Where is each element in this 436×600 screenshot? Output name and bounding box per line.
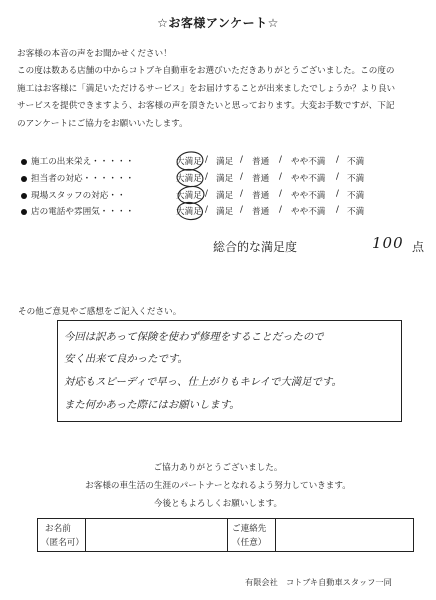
intro-line: この度は数ある店舗の中からコトブキ自動車をお選びいただきありがとうございました。この度の bbox=[17, 66, 395, 77]
intro-line: サービスを提供できますよう、お客様の声を頂きたいと思っております。大変お手数ですが、下記 bbox=[17, 101, 395, 112]
rating-row-label: 現場スタッフの対応・・ bbox=[31, 191, 126, 201]
bullet-icon bbox=[21, 209, 27, 215]
closing-message bbox=[0, 459, 436, 513]
option-very-satisfied[interactable]: 大満足 bbox=[176, 207, 202, 217]
option-normal[interactable]: 普通 bbox=[252, 174, 270, 184]
option-normal[interactable]: 普通 bbox=[252, 157, 270, 167]
option-normal[interactable]: 普通 bbox=[252, 207, 270, 217]
comment-line: 今回は訳あって保険を使わず修理をすることだったので bbox=[64, 331, 324, 343]
option-very-satisfied[interactable]: 大満足 bbox=[176, 157, 202, 167]
closing-line: ご協力ありがとうございました。 bbox=[153, 463, 283, 473]
option-dissatisfied[interactable]: 不満 bbox=[347, 207, 365, 217]
comment-prompt: その他ご意見やご感想をご記入ください。 bbox=[18, 307, 182, 317]
overall-satisfaction-unit: 点 bbox=[412, 240, 425, 254]
option-dissatisfied[interactable]: 不満 bbox=[347, 174, 365, 184]
option-satisfied[interactable]: 満足 bbox=[216, 157, 234, 167]
bullet-icon bbox=[21, 159, 27, 165]
rating-row-workmanship: 施工の出来栄え・・・・・ 大満足 / 満足 / 普通 / やや不満 / 不満 bbox=[0, 155, 436, 169]
contact-field[interactable] bbox=[276, 519, 412, 551]
intro-line: お客様の本音の声をお聞かせください！ bbox=[17, 49, 172, 59]
rating-row-staff-in-charge: 担当者の対応・・・・・・ 大満足 / 満足 / 普通 / やや不満 / 不満 bbox=[0, 172, 436, 186]
rating-row-label: 担当者の対応・・・・・・ bbox=[31, 174, 135, 184]
option-somewhat-dissatisfied[interactable]: やや不満 bbox=[291, 174, 326, 184]
option-dissatisfied[interactable]: 不満 bbox=[347, 191, 365, 201]
option-normal[interactable]: 普通 bbox=[252, 191, 270, 201]
option-satisfied[interactable]: 満足 bbox=[216, 191, 234, 201]
option-somewhat-dissatisfied[interactable]: やや不満 bbox=[291, 157, 326, 167]
company-signature: 有限会社 コトブキ自動車スタッフ一同 bbox=[245, 577, 392, 587]
bullet-icon bbox=[21, 193, 27, 199]
contact-info-table bbox=[37, 518, 414, 552]
rating-row-label: 施工の出来栄え・・・・・ bbox=[31, 157, 135, 167]
contact-label-cell bbox=[228, 519, 276, 551]
rating-row-site-staff: 現場スタッフの対応・・ 大満足 / 満足 / 普通 / やや不満 / 不満 bbox=[0, 189, 436, 203]
name-label-cell bbox=[38, 519, 86, 551]
contact-label: ご連絡先 bbox=[232, 524, 267, 534]
option-satisfied[interactable]: 満足 bbox=[216, 174, 234, 184]
option-satisfied[interactable]: 満足 bbox=[216, 207, 234, 217]
contact-sub-label: （任意） bbox=[232, 538, 267, 548]
option-very-satisfied[interactable]: 大満足 bbox=[176, 191, 202, 201]
name-field[interactable] bbox=[86, 519, 228, 551]
comment-line: 対応もスピーディで早っ、仕上がりもキレイで大満足です。 bbox=[64, 376, 342, 388]
name-sub-label: （匿名可） bbox=[41, 538, 84, 548]
intro-text bbox=[17, 46, 422, 133]
rating-row-phone-atmosphere: 店の電話や雰囲気・・・・ 大満足 / 満足 / 普通 / やや不満 / 不満 bbox=[0, 205, 436, 219]
option-somewhat-dissatisfied[interactable]: やや不満 bbox=[291, 207, 326, 217]
option-somewhat-dissatisfied[interactable]: やや不満 bbox=[291, 191, 326, 201]
overall-satisfaction-label: 総合的な満足度 bbox=[213, 240, 298, 254]
survey-title: ☆お客様アンケート☆ bbox=[157, 16, 279, 30]
comment-box[interactable] bbox=[57, 320, 402, 422]
closing-line: 今後ともよろしくお願いします。 bbox=[153, 499, 283, 509]
closing-line: お客様の車生活の生涯のパートナーとなれるよう努力していきます。 bbox=[85, 481, 351, 491]
intro-line: のアンケートにご協力をお願いいたします。 bbox=[17, 118, 188, 129]
rating-row-label: 店の電話や雰囲気・・・・ bbox=[31, 207, 135, 217]
option-dissatisfied[interactable]: 不満 bbox=[347, 157, 365, 167]
comment-line: また何かあった際にはお願いします。 bbox=[64, 399, 240, 411]
bullet-icon bbox=[21, 176, 27, 182]
overall-satisfaction-score[interactable]: 100 bbox=[372, 234, 404, 252]
name-label: お名前 bbox=[45, 524, 71, 534]
comment-line: 安く出来て良かったです。 bbox=[64, 353, 188, 365]
option-very-satisfied[interactable]: 大満足 bbox=[176, 174, 202, 184]
intro-line: 施工はお客様に「満足いただけるサービス」をお届けすることが出来ましたでしょうか？より良い bbox=[17, 83, 396, 94]
